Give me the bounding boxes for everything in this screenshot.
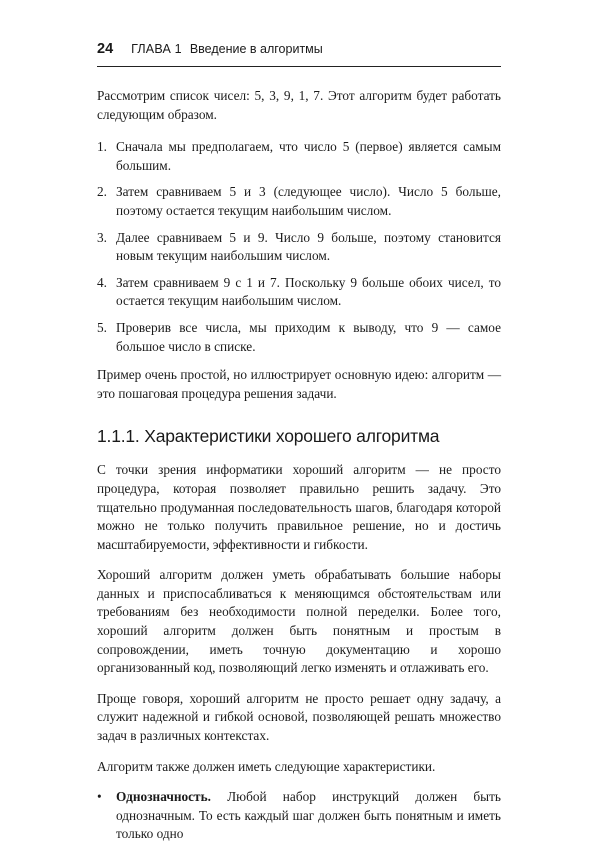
body-paragraph: С точки зрения информатики хороший алгоритм — не просто процедура, которая позволяет правильно решить задачу. Это тщательно продуманная последовательность шагов, благодаря которой можно не только получить правильное решение, но и достичь масштабируемости, эффективности и гибкости. — [97, 462, 501, 552]
list-item — [97, 274, 501, 311]
body-paragraph: Проще говоря, хороший алгоритм не просто решает одну задачу, а служит надежной и гибкой основой, позволяющей решать множество задач в различных контекстах. — [97, 690, 501, 744]
list-number: 1. — [97, 139, 107, 155]
list-number: 4. — [97, 274, 107, 290]
summary-paragraph: Пример очень простой, но иллюстрирует основную идею: алгоритм — это пошаговая процедура решения задачи. — [97, 367, 501, 401]
list-text — [116, 788, 501, 844]
chapter-title: Введение в алгоритмы — [189, 42, 323, 56]
list-item — [97, 319, 501, 356]
section-heading: 1.1.1. Характеристики хорошего алгоритма — [97, 426, 440, 447]
bullet-icon: • — [97, 789, 102, 805]
page-body — [97, 87, 501, 844]
list-item — [97, 183, 501, 220]
list-number: 5. — [97, 319, 107, 335]
list-item — [97, 229, 501, 266]
intro-paragraph: Рассмотрим список чисел: 5, 3, 9, 1, 7. Этот алгоритм будет работать следующим образом. — [97, 88, 501, 122]
list-text: Затем сравниваем 9 с 1 и 7. Поскольку 9 больше обоих чисел, то остается текущим наибольшим числом. — [116, 274, 501, 309]
header-rule — [97, 66, 501, 67]
running-head — [97, 41, 501, 61]
list-number: 2. — [97, 184, 107, 200]
page-number: 24 — [97, 41, 114, 57]
steps-list — [97, 138, 501, 356]
body-paragraph: Алгоритм также должен иметь следующие характеристики. — [97, 758, 436, 774]
list-item — [97, 138, 501, 175]
list-text: Проверив все числа, мы приходим к выводу, что 9 — самое большое число в списке. — [116, 319, 501, 354]
definition: Любой набор инструкций должен быть однозначным. То есть каждый шаг должен быть понятным и иметь только одно — [116, 789, 501, 842]
list-text: Далее сравниваем 5 и 9. Число 9 больше, поэтому становится новым текущим наибольшим числом. — [116, 229, 501, 264]
list-number: 3. — [97, 229, 107, 245]
characteristics-list — [97, 788, 501, 844]
chapter-label: ГЛАВА 1 — [131, 42, 182, 56]
list-text: Сначала мы предполагаем, что число 5 (первое) является самым большим. — [116, 139, 501, 173]
body-paragraph: Хороший алгоритм должен уметь обрабатывать большие наборы данных и приспосабливаться к меняющимся обстоятельствам или требованиям без необходимости полной переделки. Более того, хороший алгоритм должен быть понятным и простым в сопровождении, иметь точную документацию и хорошо организованный код, позволяющий легко изменять и отлаживать его. — [97, 567, 501, 676]
term: Однозначность. — [116, 789, 211, 805]
list-text: Затем сравниваем 5 и 3 (следующее число). Число 5 больше, поэтому остается текущим наибольшим числом. — [116, 184, 501, 218]
list-item — [97, 788, 501, 844]
